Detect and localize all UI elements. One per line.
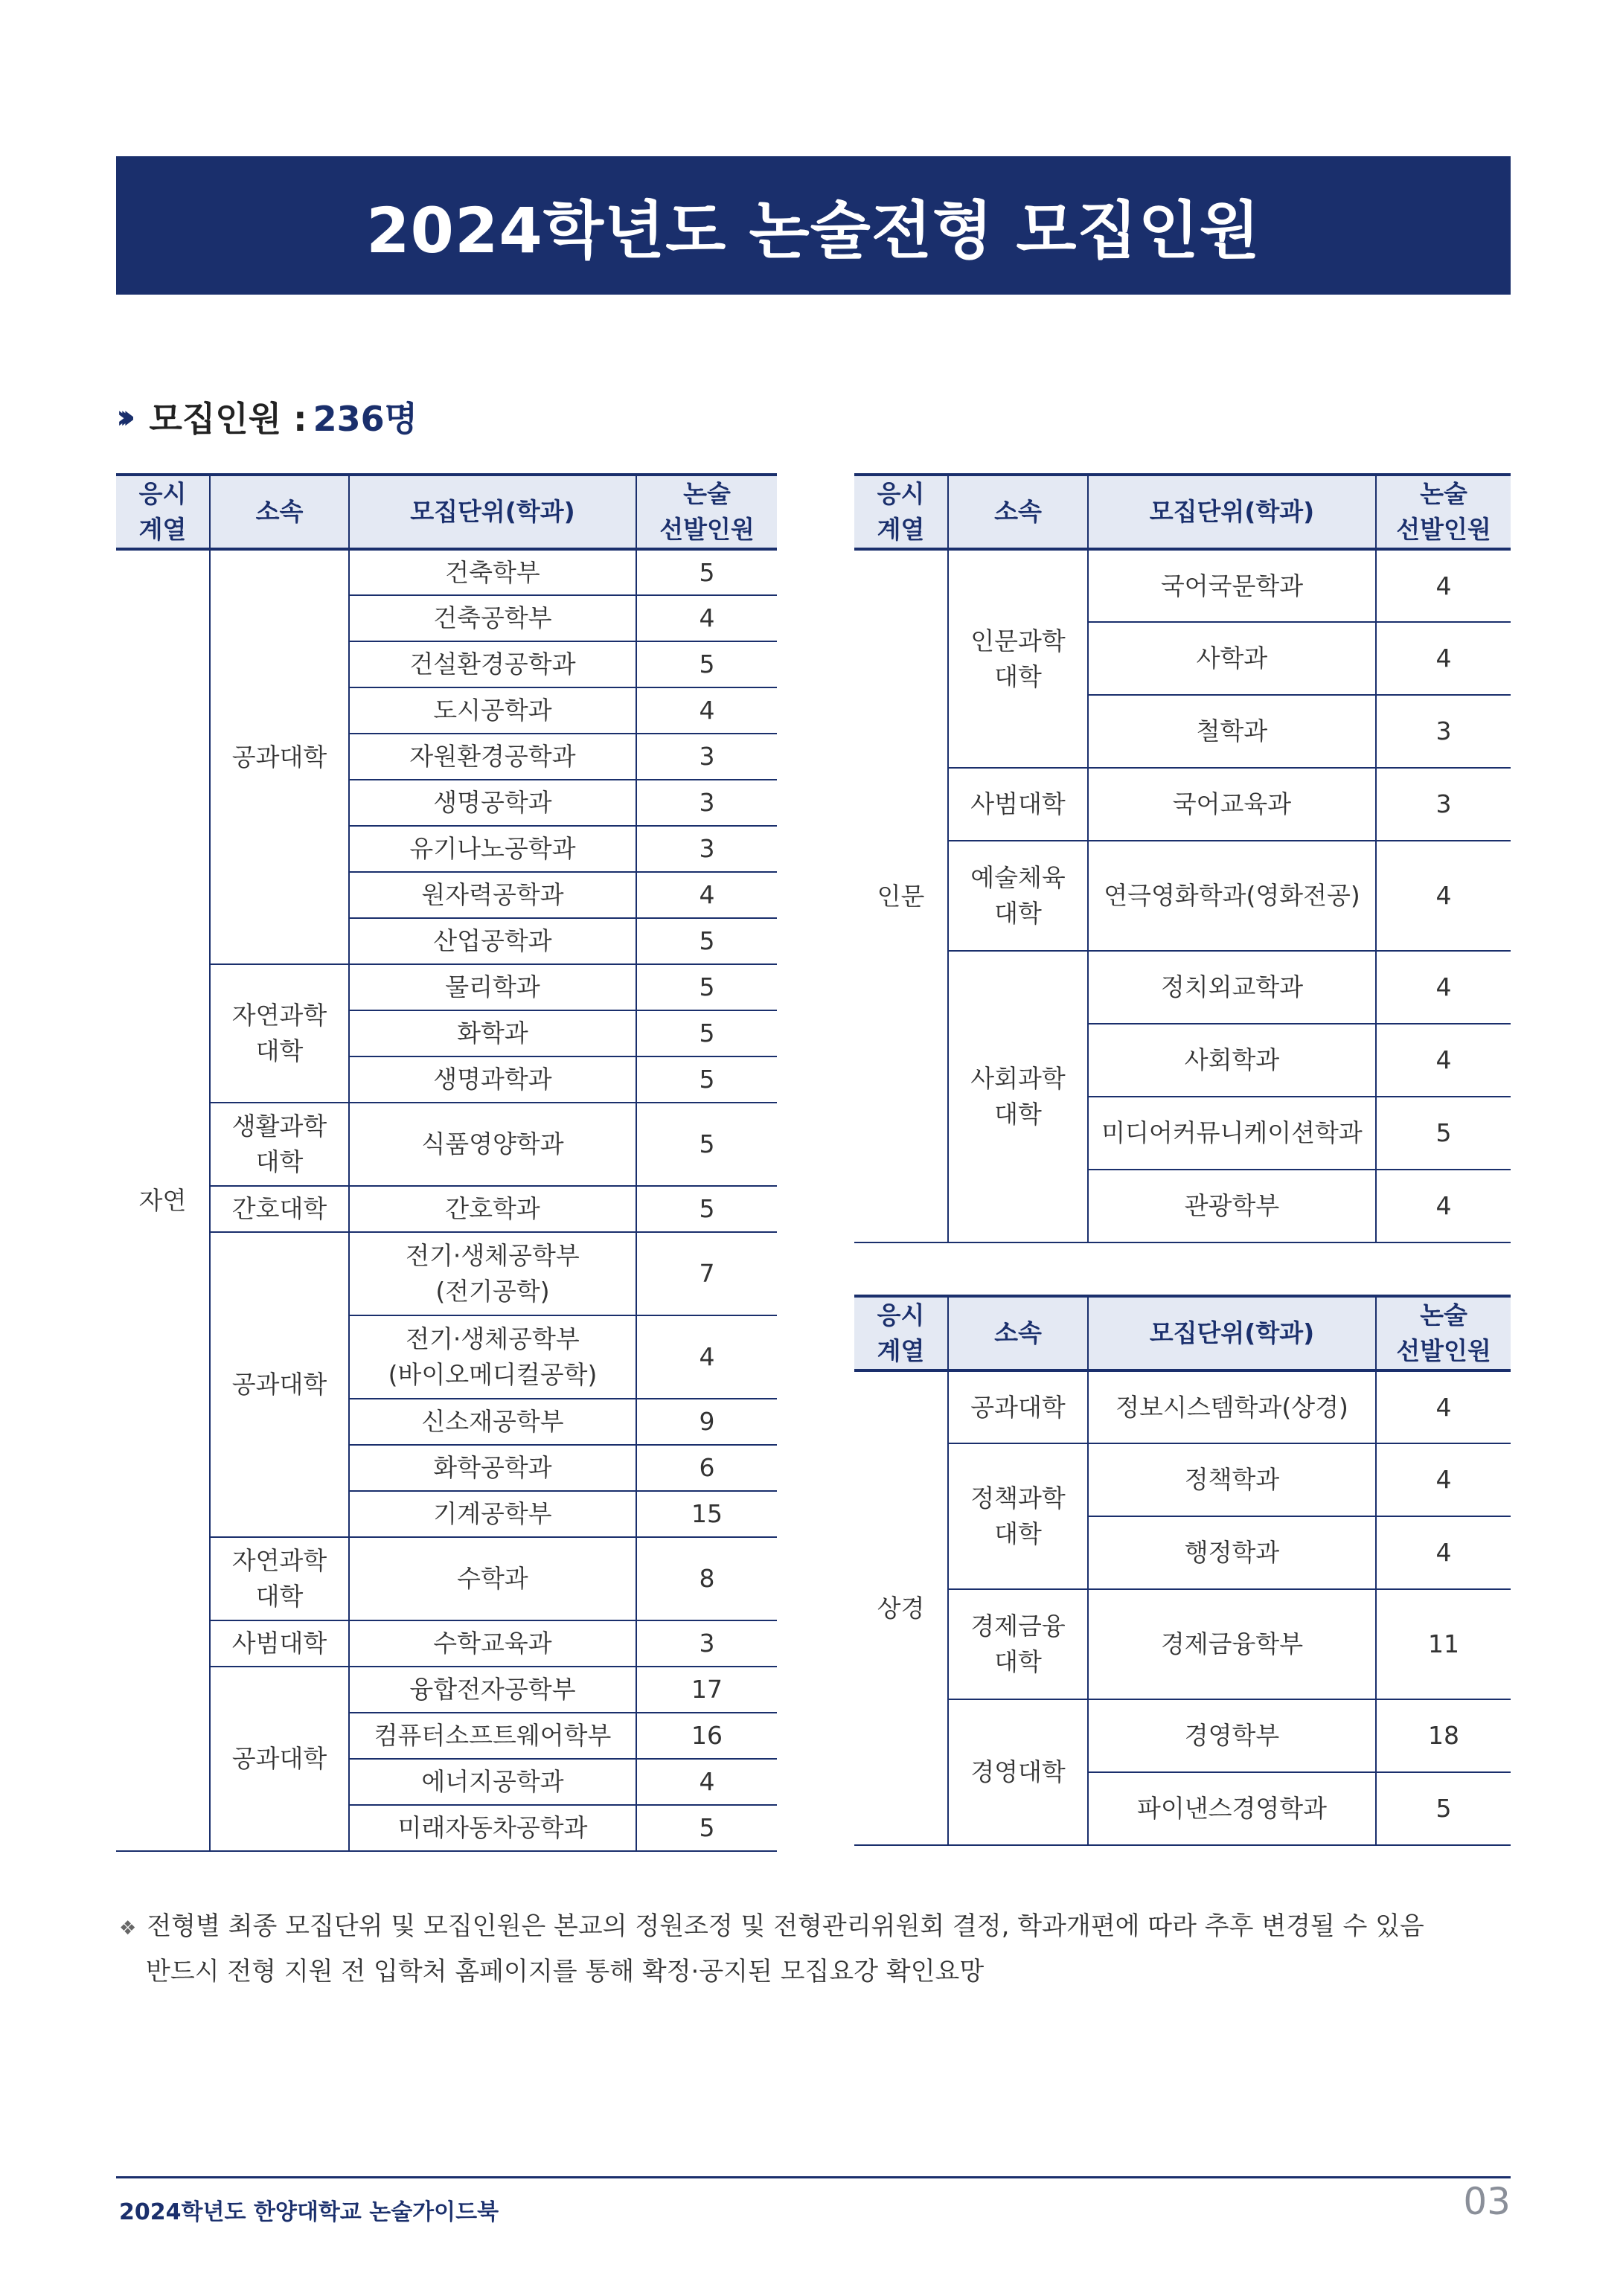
header-department: 모집단위(학과) bbox=[349, 475, 636, 549]
department-cell: 정치외교학과 bbox=[1088, 951, 1376, 1024]
footer-guidebook-title: 2024학년도 한양대학교 논술가이드북 bbox=[119, 2199, 499, 2225]
count-cell: 4 bbox=[1376, 1370, 1511, 1443]
department-cell: 연극영화학과(영화전공) bbox=[1088, 841, 1376, 951]
department-cell: 국어국문학과 bbox=[1088, 549, 1376, 622]
notes bbox=[119, 1905, 1424, 1993]
count-cell: 3 bbox=[636, 780, 777, 826]
footer-divider bbox=[116, 2176, 1511, 2178]
count-cell: 5 bbox=[636, 964, 777, 1010]
table-row bbox=[116, 1537, 777, 1620]
summary-value: 236명 bbox=[313, 399, 418, 439]
department-cell: 전기·생체공학부 (바이오메디컬공학) bbox=[349, 1315, 636, 1399]
header-college: 소속 bbox=[948, 1296, 1088, 1370]
header-department: 모집단위(학과) bbox=[1088, 1296, 1376, 1370]
table-humanities bbox=[854, 473, 1511, 1243]
department-cell: 융합전자공학부 bbox=[349, 1667, 636, 1713]
summary-label: 모집인원 : bbox=[149, 399, 307, 439]
department-cell: 미디어커뮤니케이션학과 bbox=[1088, 1097, 1376, 1170]
department-cell: 경제금융학부 bbox=[1088, 1589, 1376, 1699]
count-cell: 15 bbox=[636, 1491, 777, 1537]
department-cell: 간호학과 bbox=[349, 1186, 636, 1232]
count-cell: 4 bbox=[1376, 1443, 1511, 1516]
department-cell: 건설환경공학과 bbox=[349, 641, 636, 687]
count-cell: 5 bbox=[636, 918, 777, 964]
count-cell: 3 bbox=[1376, 695, 1511, 768]
count-cell: 5 bbox=[636, 1056, 777, 1103]
count-cell: 4 bbox=[1376, 1170, 1511, 1242]
department-cell: 경영학부 bbox=[1088, 1699, 1376, 1772]
count-cell: 3 bbox=[1376, 768, 1511, 841]
table-header-row bbox=[116, 475, 777, 549]
college-cell: 인문과학 대학 bbox=[948, 549, 1088, 768]
department-cell: 생명과학과 bbox=[349, 1056, 636, 1103]
department-cell: 정보시스템학과(상경) bbox=[1088, 1370, 1376, 1443]
department-cell: 유기나노공학과 bbox=[349, 826, 636, 872]
header-track: 응시 계열 bbox=[854, 475, 948, 549]
table-row bbox=[854, 1370, 1511, 1443]
department-cell: 철학과 bbox=[1088, 695, 1376, 768]
department-cell: 건축공학부 bbox=[349, 595, 636, 641]
department-cell: 기계공학부 bbox=[349, 1491, 636, 1537]
department-cell: 관광학부 bbox=[1088, 1170, 1376, 1242]
table-row bbox=[854, 549, 1511, 622]
count-cell: 8 bbox=[636, 1537, 777, 1620]
table-row bbox=[116, 1103, 777, 1186]
count-cell: 5 bbox=[636, 641, 777, 687]
college-cell: 사회과학 대학 bbox=[948, 951, 1088, 1242]
count-cell: 5 bbox=[636, 1010, 777, 1056]
department-cell: 수학과 bbox=[349, 1537, 636, 1620]
department-cell: 미래자동차공학과 bbox=[349, 1805, 636, 1851]
count-cell: 6 bbox=[636, 1445, 777, 1491]
header-count: 논술 선발인원 bbox=[1376, 1296, 1511, 1370]
department-cell: 국어교육과 bbox=[1088, 768, 1376, 841]
table-row bbox=[854, 768, 1511, 841]
department-cell: 신소재공학부 bbox=[349, 1399, 636, 1445]
count-cell: 4 bbox=[636, 872, 777, 918]
count-cell: 16 bbox=[636, 1713, 777, 1759]
college-cell: 예술체육 대학 bbox=[948, 841, 1088, 951]
double-chevron-icon: ››› bbox=[116, 397, 126, 436]
table-header-row bbox=[854, 475, 1511, 549]
department-cell: 화학과 bbox=[349, 1010, 636, 1056]
count-cell: 4 bbox=[1376, 1516, 1511, 1589]
table-row bbox=[116, 964, 777, 1010]
department-cell: 에너지공학과 bbox=[349, 1759, 636, 1805]
header-department: 모집단위(학과) bbox=[1088, 475, 1376, 549]
department-cell: 전기·생체공학부 (전기공학) bbox=[349, 1232, 636, 1315]
college-cell: 공과대학 bbox=[948, 1370, 1088, 1443]
count-cell: 3 bbox=[636, 826, 777, 872]
college-cell: 사범대학 bbox=[210, 1620, 349, 1667]
college-cell: 공과대학 bbox=[210, 549, 349, 964]
header-count: 논술 선발인원 bbox=[636, 475, 777, 549]
count-cell: 17 bbox=[636, 1667, 777, 1713]
table-row bbox=[854, 1443, 1511, 1516]
count-cell: 4 bbox=[636, 1315, 777, 1399]
header-track: 응시 계열 bbox=[116, 475, 210, 549]
department-cell: 생명공학과 bbox=[349, 780, 636, 826]
college-cell: 공과대학 bbox=[210, 1232, 349, 1537]
college-cell: 경영대학 bbox=[948, 1699, 1088, 1845]
summary-heading bbox=[116, 394, 417, 439]
department-cell: 화학공학과 bbox=[349, 1445, 636, 1491]
header-track: 응시 계열 bbox=[854, 1296, 948, 1370]
count-cell: 11 bbox=[1376, 1589, 1511, 1699]
college-cell: 생활과학 대학 bbox=[210, 1103, 349, 1186]
count-cell: 3 bbox=[636, 734, 777, 780]
table-row bbox=[116, 1186, 777, 1232]
count-cell: 4 bbox=[1376, 622, 1511, 695]
count-cell: 4 bbox=[636, 595, 777, 641]
header-college: 소속 bbox=[210, 475, 349, 549]
page-number: 03 bbox=[1463, 2180, 1511, 2223]
college-cell: 자연과학 대학 bbox=[210, 1537, 349, 1620]
department-cell: 도시공학과 bbox=[349, 687, 636, 734]
table-row bbox=[854, 1589, 1511, 1699]
note-line-1: ❖ 전형별 최종 모집단위 및 모집인원은 본교의 정원조정 및 전형관리위원회 결정, 학과개편에 따라 추후 변경될 수 있음 bbox=[119, 1911, 1424, 1941]
department-cell: 물리학과 bbox=[349, 964, 636, 1010]
department-cell: 파이낸스경영학과 bbox=[1088, 1772, 1376, 1845]
college-cell: 정책과학 대학 bbox=[948, 1443, 1088, 1589]
department-cell: 정책학과 bbox=[1088, 1443, 1376, 1516]
diamond-bullet-icon: ❖ bbox=[119, 1917, 137, 1940]
college-cell: 공과대학 bbox=[210, 1667, 349, 1851]
department-cell: 행정학과 bbox=[1088, 1516, 1376, 1589]
table-row bbox=[116, 549, 777, 595]
page-title: 2024학년도 논술전형 모집인원 bbox=[116, 156, 1511, 295]
college-cell: 경제금융 대학 bbox=[948, 1589, 1088, 1699]
header-college: 소속 bbox=[948, 475, 1088, 549]
count-cell: 5 bbox=[636, 1103, 777, 1186]
count-cell: 4 bbox=[1376, 1024, 1511, 1097]
table-natural-sciences bbox=[116, 473, 777, 1852]
count-cell: 4 bbox=[1376, 549, 1511, 622]
table-row bbox=[116, 1232, 777, 1315]
college-cell: 간호대학 bbox=[210, 1186, 349, 1232]
table-row bbox=[116, 1620, 777, 1667]
count-cell: 7 bbox=[636, 1232, 777, 1315]
department-cell: 사학과 bbox=[1088, 622, 1376, 695]
table-business-economics bbox=[854, 1295, 1511, 1846]
count-cell: 5 bbox=[636, 1805, 777, 1851]
table-header-row bbox=[854, 1296, 1511, 1370]
count-cell: 5 bbox=[1376, 1772, 1511, 1845]
count-cell: 5 bbox=[1376, 1097, 1511, 1170]
department-cell: 산업공학과 bbox=[349, 918, 636, 964]
count-cell: 9 bbox=[636, 1399, 777, 1445]
track-cell: 자연 bbox=[116, 549, 210, 1851]
count-cell: 4 bbox=[636, 1759, 777, 1805]
department-cell: 컴퓨터소프트웨어학부 bbox=[349, 1713, 636, 1759]
table-row bbox=[116, 1667, 777, 1713]
department-cell: 자원환경공학과 bbox=[349, 734, 636, 780]
table-row bbox=[854, 951, 1511, 1024]
count-cell: 4 bbox=[1376, 841, 1511, 951]
count-cell: 18 bbox=[1376, 1699, 1511, 1772]
note-line-2: 반드시 전형 지원 전 입학처 홈페이지를 통해 확정·공지된 모집요강 확인요망 bbox=[146, 1957, 985, 1986]
count-cell: 5 bbox=[636, 1186, 777, 1232]
department-cell: 사회학과 bbox=[1088, 1024, 1376, 1097]
department-cell: 원자력공학과 bbox=[349, 872, 636, 918]
college-cell: 사범대학 bbox=[948, 768, 1088, 841]
track-cell: 상경 bbox=[854, 1370, 948, 1845]
count-cell: 5 bbox=[636, 549, 777, 595]
track-cell: 인문 bbox=[854, 549, 948, 1242]
header-count: 논술 선발인원 bbox=[1376, 475, 1511, 549]
count-cell: 4 bbox=[636, 687, 777, 734]
department-cell: 식품영양학과 bbox=[349, 1103, 636, 1186]
college-cell: 자연과학 대학 bbox=[210, 964, 349, 1103]
department-cell: 건축학부 bbox=[349, 549, 636, 595]
count-cell: 4 bbox=[1376, 951, 1511, 1024]
count-cell: 3 bbox=[636, 1620, 777, 1667]
table-row bbox=[854, 841, 1511, 951]
department-cell: 수학교육과 bbox=[349, 1620, 636, 1667]
table-row bbox=[854, 1699, 1511, 1772]
